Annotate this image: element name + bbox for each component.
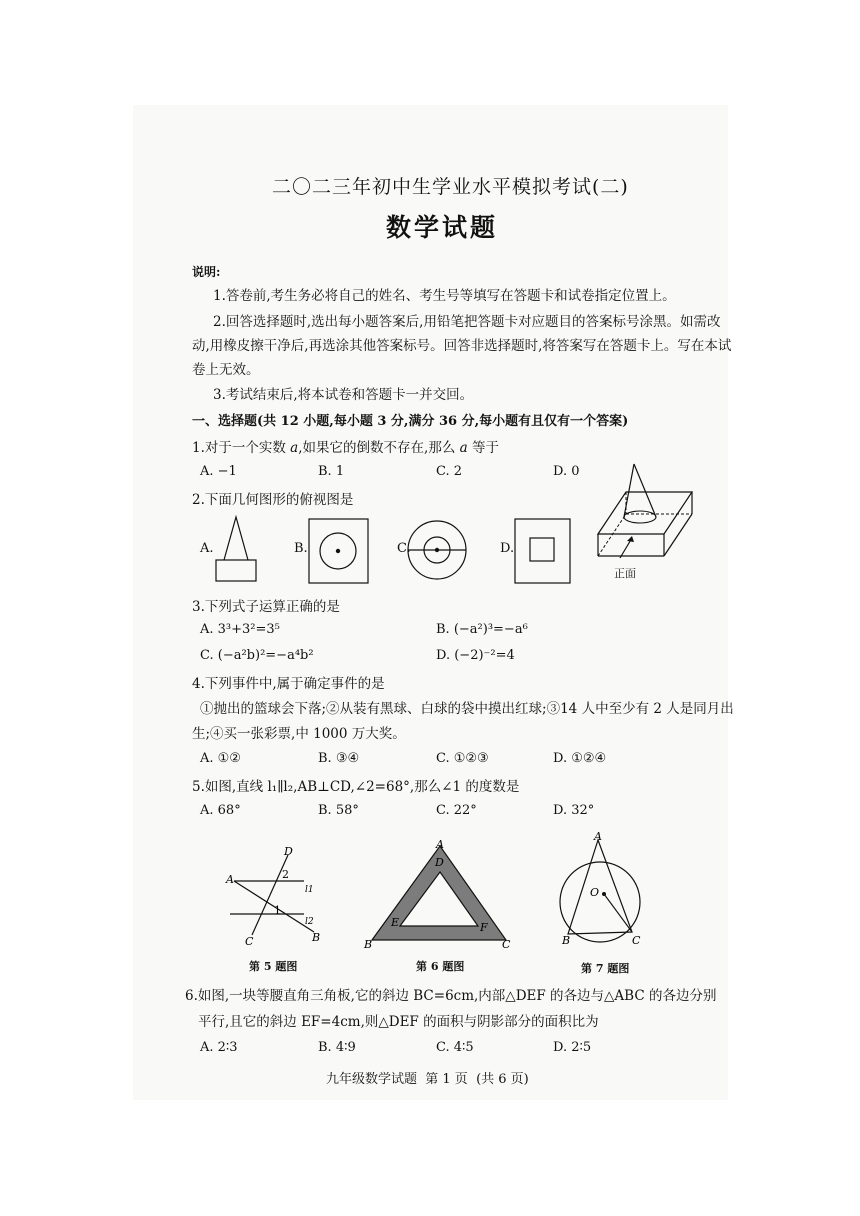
q2-solid-figure — [596, 462, 696, 572]
q2-option-a-label: A. — [200, 541, 214, 556]
q3-option-c: C. (−a²b)²=−a⁴b² — [200, 648, 314, 663]
q2-figure-d — [514, 518, 572, 586]
q2-option-d-label: D. — [500, 541, 515, 556]
q4-option-b: B. ③④ — [318, 751, 360, 766]
figure-5 — [222, 845, 332, 950]
q6-option-c: C. 4∶5 — [436, 1040, 474, 1055]
figure-6-caption: 第 6 题图 — [416, 960, 465, 973]
figure-7-caption: 第 7 题图 — [581, 962, 630, 975]
q2-figure-c — [406, 515, 468, 587]
q1-option-d: D. 0 — [553, 464, 580, 479]
q6-stem-line1: 6.如图,一块等腰直角三角板,它的斜边 BC=6cm,内部△DEF 的各边与△ABC 的各边分别 — [185, 988, 717, 1004]
instruction-item-2: 2.回答选择题时,选出每小题答案后,用铅笔把答题卡对应题目的答案标号涂黑。如需改 — [213, 314, 721, 330]
fig5-label-a: A — [226, 873, 234, 886]
figure-7 — [558, 830, 648, 955]
q6-stem-line2: 平行,且它的斜边 EF=4cm,则△DEF 的面积与阴影部分的面积比为 — [198, 1014, 599, 1030]
fig5-label-angle2: 2 — [282, 868, 289, 881]
q2-stem: 2.下面几何图形的俯视图是 — [192, 492, 354, 508]
section-heading: 一、选择题(共 12 小题,每小题 3 分,满分 36 分,每小题有且仅有一个答案) — [192, 414, 629, 429]
fig5-label-l1: l1 — [305, 885, 314, 895]
instruction-item-2-end: 卷上无效。 — [192, 362, 260, 378]
q1-option-b: B. 1 — [318, 464, 345, 479]
q2-figure-b — [308, 518, 370, 586]
q1-stem: 1.对于一个实数 a,如果它的倒数不存在,那么 a 等于 — [192, 440, 499, 456]
q3-option-b: B. (−a²)³=−a⁶ — [436, 622, 528, 637]
fig6-label-c: C — [502, 938, 511, 951]
figure-5-caption: 第 5 题图 — [249, 960, 298, 973]
q2-option-c-label: C. — [397, 541, 411, 556]
page-footer: 九年级数学试题 第 1 页 (共 6 页) — [326, 1072, 529, 1087]
fig5-label-l2: l2 — [305, 917, 314, 927]
q3-stem: 3.下列式子运算正确的是 — [192, 599, 340, 615]
fig7-label-o: O — [590, 886, 600, 899]
figure-6 — [364, 838, 514, 953]
q4-events-line2: 生;④买一张彩票,中 1000 万大奖。 — [192, 726, 406, 742]
instruction-item-3: 3.考试结束后,将本试卷和答题卡一并交回。 — [213, 387, 474, 403]
exam-title: 二〇二三年初中生学业水平模拟考试(二) — [272, 176, 629, 198]
q3-option-a: A. 3³+3²=3⁵ — [200, 622, 280, 637]
q4-stem: 4.下列事件中,属于确定事件的是 — [192, 676, 385, 692]
q1-option-c: C. 2 — [436, 464, 463, 479]
subject-title: 数学试题 — [386, 213, 499, 242]
fig7-label-b: B — [562, 934, 571, 947]
q4-option-c: C. ①②③ — [436, 751, 489, 766]
q6-option-d: D. 2∶5 — [553, 1040, 592, 1055]
q1-option-a: A. −1 — [200, 464, 237, 479]
fig6-label-a: A — [436, 838, 444, 851]
fig6-label-d: D — [435, 856, 444, 869]
q5-option-b: B. 58° — [318, 803, 359, 818]
fig5-label-c: C — [245, 935, 254, 948]
q2-option-b-label: B. — [294, 541, 308, 556]
q5-option-a: A. 68° — [200, 803, 241, 818]
fig6-label-b: B — [364, 938, 373, 951]
front-view-label: 正面 — [614, 567, 636, 580]
q5-option-d: D. 32° — [553, 803, 595, 818]
instruction-item-2-cont: 动,用橡皮擦干净后,再选涂其他答案标号。回答非选择题时,将答案写在答题卡上。写在本试 — [192, 338, 732, 354]
fig5-label-angle1: 1 — [274, 904, 281, 917]
q5-stem: 5.如图,直线 l₁∥l₂,AB⊥CD,∠2=68°,那么∠1 的度数是 — [192, 779, 520, 795]
q6-option-b: B. 4∶9 — [318, 1040, 356, 1055]
fig7-label-c: C — [632, 934, 641, 947]
fig7-label-a: A — [594, 830, 602, 843]
q2-figure-a — [214, 515, 258, 583]
instructions-label: 说明: — [192, 265, 221, 279]
q3-option-d: D. (−2)⁻²=4 — [436, 648, 515, 663]
instruction-item-1: 1.答卷前,考生务必将自己的姓名、考生号等填写在答题卡和试卷指定位置上。 — [213, 288, 676, 304]
q4-option-d: D. ①②④ — [553, 751, 607, 766]
fig6-label-e: E — [391, 916, 400, 929]
q4-events-line1: ①抛出的篮球会下落;②从装有黑球、白球的袋中摸出红球;③14 人中至少有 2 人是同月出 — [200, 701, 734, 717]
q5-option-c: C. 22° — [436, 803, 477, 818]
fig5-label-d: D — [284, 845, 293, 858]
q6-option-a: A. 2∶3 — [200, 1040, 238, 1055]
fig6-label-f: F — [480, 921, 488, 934]
fig5-label-b: B — [312, 931, 321, 944]
q4-option-a: A. ①② — [200, 751, 241, 766]
